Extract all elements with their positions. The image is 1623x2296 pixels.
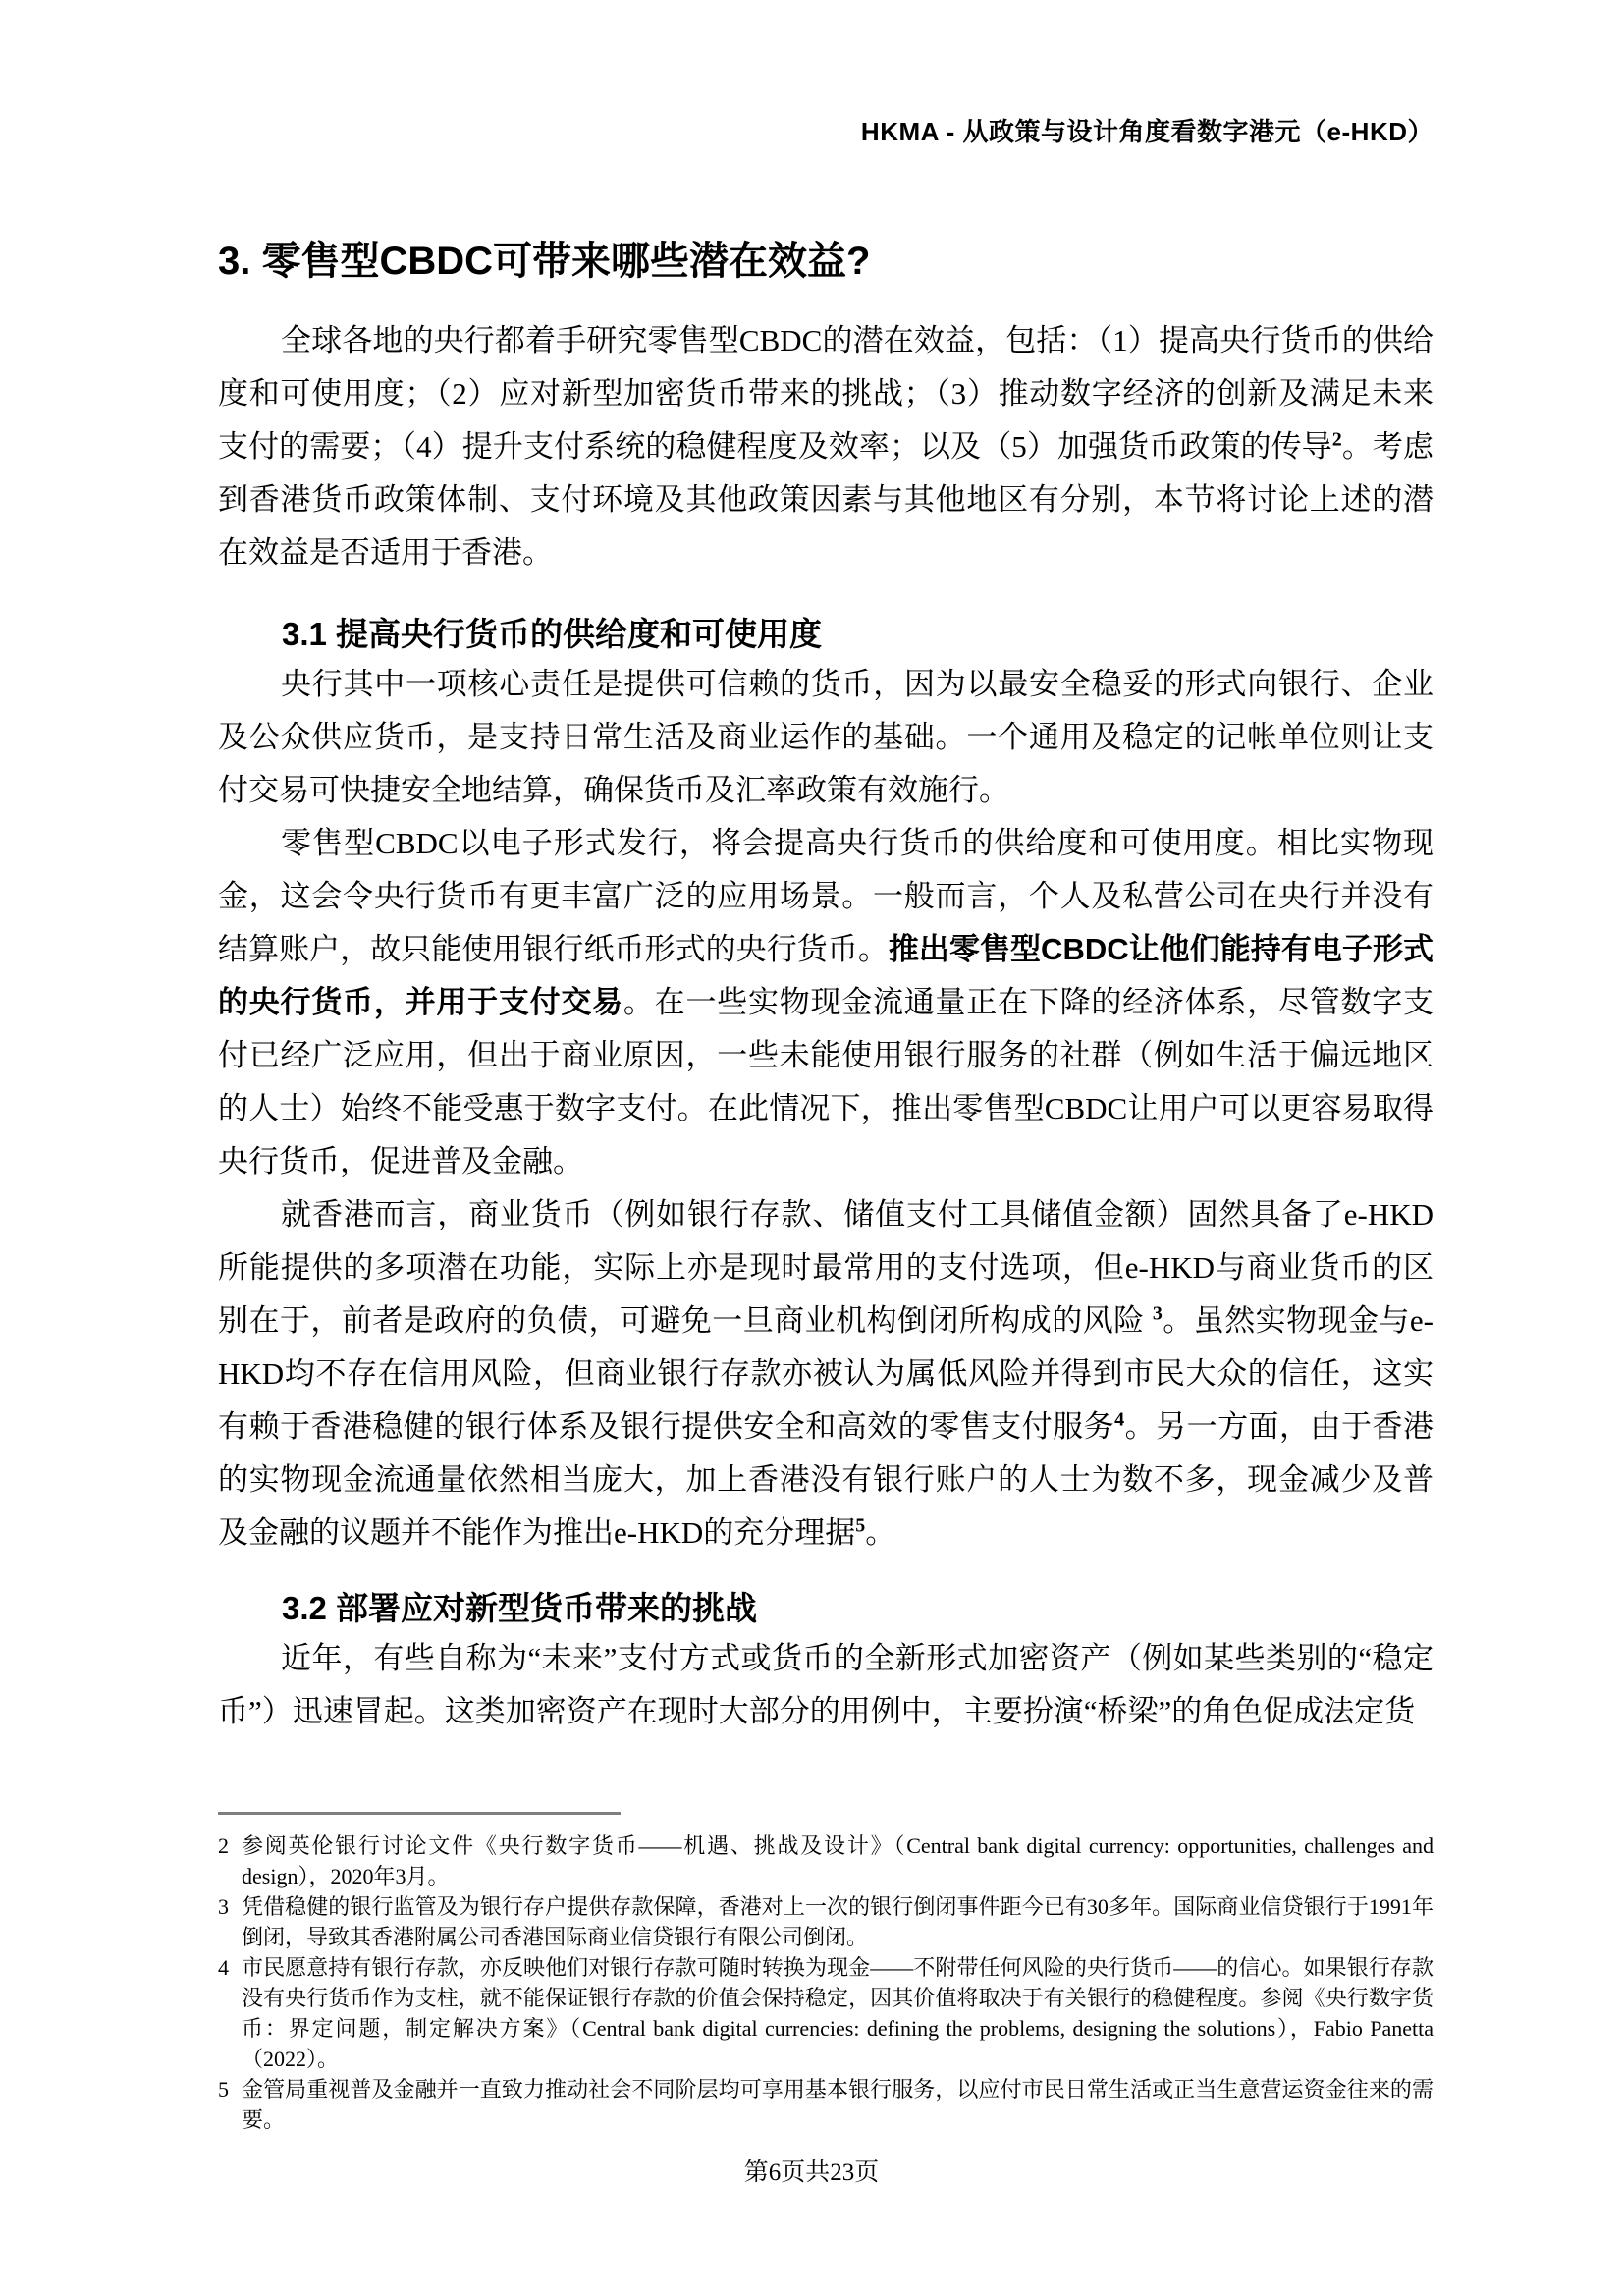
paragraph-text: 。另一方面，由于香港的实物现金流通量依然相当庞大，加上香港没有银行账户的人士为数不多，现金减少及普及金融的议题并不能作为推出e-HKD的充分理据 bbox=[218, 1409, 1434, 1550]
section-title: 3. 零售型CBDC可带来哪些潜在效益? bbox=[218, 240, 871, 283]
paragraph-text: 。考虑到香港货币政策体制、支付环境及其他政策因素与其他地区有分别，本节将讨论上述的潜在效益是否适用于香港。 bbox=[218, 429, 1434, 570]
paragraph-text: 全球各地的央行都着手研究零售型CBDC的潜在效益，包括：（1）提高央行货币的供给度和可使用度；（2）应对新型加密货币带来的挑战；（3）推动数字经济的创新及满足未来支付的需要；（4）提升支付系统的稳健程度及效率；以及（5）加强货币政策的传导 bbox=[218, 323, 1434, 464]
footnote-text: 市民愿意持有银行存款，亦反映他们对银行存款可随时转换为现金——不附带任何风险的央行货币——的信心。如果银行存款没有央行货币作为支柱，就不能保证银行存款的价值会保持稳定，因其价值将取决于有关银行的稳健程度。参阅《央行数字货币：界定问题，制定解决方案》（Central bank digital currencies: defining the problems, designing the solutions），Fabio Panetta（2022）。 bbox=[242, 1955, 1434, 2071]
footnote-5 bbox=[218, 2074, 1434, 2135]
footnote-text: 参阅英伦银行讨论文件《央行数字货币——机遇、挑战及设计》（Central bank digital currency: opportunities, challenges and design），2020年3月。 bbox=[242, 1833, 1434, 1888]
footnote-number: 2 bbox=[218, 1833, 229, 1858]
paragraph-text: 。虽然实物现金与e-HKD均不存在信用风险，但商业银行存款亦被认为属低风险并得到市民大众的信任，这实有赖于香港稳健的银行体系及银行提供安全和高效的零售支付服务 bbox=[218, 1303, 1434, 1444]
paragraph-retail-cbdc-issuance bbox=[218, 817, 1434, 1188]
footnote-ref-4: 4 bbox=[1114, 1408, 1125, 1431]
footnote-text: 凭借稳健的银行监管及为银行存户提供存款保障，香港对上一次的银行倒闭事件距今已有30多年。国际商业信贷银行于1991年倒闭，导致其香港附属公司香港国际商业信贷银行有限公司倒闭。 bbox=[242, 1894, 1434, 1949]
footnote-ref-2: 2 bbox=[1331, 428, 1342, 451]
paragraph-intro bbox=[218, 314, 1434, 579]
paragraph-text: 。在一些实物现金流通量正在下降的经济体系，尽管数字支付已经广泛应用，但出于商业原因，一些未能使用银行服务的社群（例如生活于偏远地区的人士）始终不能受惠于数字支付。在此情况下，推出零售型CBDC让用户可以更容易取得央行货币，促进普及金融。 bbox=[218, 985, 1434, 1178]
footnote-number: 4 bbox=[218, 1955, 229, 1980]
footnote-ref-5: 5 bbox=[855, 1514, 866, 1537]
paragraph-text: 央行其中一项核心责任是提供可信赖的货币，因为以最安全稳妥的形式向银行、企业及公众供应货币，是支持日常生活及商业运作的基础。一个通用及稳定的记帐单位则让支付交易可快捷安全地结算，确保货币及汇率政策有效施行。 bbox=[218, 667, 1434, 807]
footnote-3 bbox=[218, 1891, 1434, 1952]
footnote-2 bbox=[218, 1831, 1434, 1891]
paragraph-text: 。 bbox=[865, 1515, 896, 1550]
page-header bbox=[218, 114, 1434, 149]
header-text: HKMA - 从政策与设计角度看数字港元（e-HKD） bbox=[860, 117, 1434, 146]
heading-3-1: 3.1 提高央行货币的供给度和可使用度 bbox=[282, 616, 823, 652]
paragraph-text: 近年，有些自称为“未来”支付方式或货币的全新形式加密资产（例如某些类别的“稳定币”）迅速冒起。这类加密资产在现时大部分的用例中，主要扮演“桥梁”的角色促成法定货 bbox=[218, 1641, 1434, 1728]
footnote-text: 金管局重视普及金融并一直致力推动社会不同阶层均可享用基本银行服务，以应付市民日常生活或正当生意营运资金往来的需要。 bbox=[242, 2077, 1434, 2132]
paragraph-hong-kong-context bbox=[218, 1188, 1434, 1559]
heading-3-2: 3.2 部署应对新型货币带来的挑战 bbox=[282, 1590, 758, 1626]
paragraph-central-bank-duty bbox=[218, 658, 1434, 817]
footnote-number: 3 bbox=[218, 1894, 229, 1919]
footnote-separator bbox=[218, 1812, 621, 1815]
page-footer bbox=[0, 2157, 1623, 2190]
footnote-4 bbox=[218, 1952, 1434, 2074]
footnotes-section bbox=[218, 1812, 1434, 2135]
paragraph-text: 零售型CBDC以电子形式发行，将会提高央行货币的供给度和可使用度。相比实物现金，这会令央行货币有更丰富广泛的应用场景。一般而言，个人及私营公司在央行并没有结算账户，故只能使用银行纸币形式的央行货币。 bbox=[218, 826, 1434, 966]
paragraph-text: 就香港而言，商业货币（例如银行存款、储值支付工具储值金额）固然具备了e-HKD所能提供的多项潜在功能，实际上亦是现时最常用的支付选项，但e-HKD与商业货币的区别在于，前者是政府的负债，可避免一旦商业机构倒闭所构成的风险 bbox=[218, 1197, 1434, 1338]
paragraph-crypto-assets bbox=[218, 1632, 1434, 1738]
footnote-ref-3: 3 bbox=[1152, 1302, 1163, 1325]
bold-emphasis-text: 推出零售型CBDC让他们能持有电子形式的央行货币，并用于支付交易 bbox=[218, 932, 1434, 1019]
page-number: 第6页共23页 bbox=[743, 2159, 880, 2186]
footnote-number: 5 bbox=[218, 2077, 229, 2102]
